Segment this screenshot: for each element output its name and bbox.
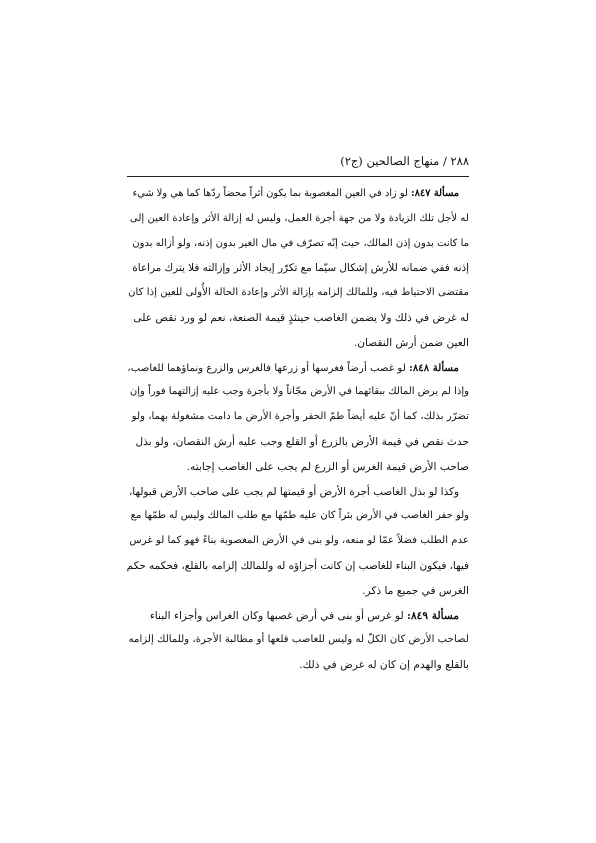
text-line — [127, 331, 469, 356]
text-line — [127, 504, 469, 529]
issue-number: مسألة ٨٤٨: — [409, 361, 459, 374]
paragraph — [127, 480, 469, 604]
text-line — [127, 628, 469, 653]
page-number: ٢٨٨ — [450, 154, 469, 168]
book-title: منهاج الصالحين (ج٢) — [340, 154, 440, 168]
line-text: العين ضمن أرش النقصان. — [353, 336, 469, 349]
text-line — [127, 455, 469, 480]
line-text: ولو حفر الغاصب في الأرض بئراً كان عليه طمّها مع طلب المالك وليس له طمّها مع — [130, 510, 469, 522]
line-text: له لأجل تلك الزيادة ولا من جهة أجرة العمل، وليس له إزالة الأثر وإعادة العين إلى — [129, 212, 469, 224]
text-line — [127, 579, 469, 604]
issue-number: مسألة ٨٤٩: — [407, 609, 459, 622]
line-text: لو غرس أو بنى في أرض غصبها وكان الغراس وأجزاء البناء — [149, 609, 404, 622]
text-line — [127, 554, 469, 579]
line-text: وكذا لو بذل الغاصب أجرة الأرض أو قيمتها لم يجب على صاحب الأرض قبولها، — [128, 485, 459, 498]
line-text: لو غصب أرضاً فغرسها أو زرعها فالغرس والزرع ونماؤهما للغاصب، — [127, 362, 406, 374]
line-text: حدث نقص في قيمة الأرض بالزرع أو القلع وجب عليه أرش النقصان، ولو بذل — [135, 435, 469, 448]
text-line — [127, 306, 469, 331]
text-line — [127, 604, 469, 629]
text-line — [127, 653, 469, 678]
line-text: لصاحب الأرض كان الكلّ له وليس للغاصب قلعها أو مطالبة الأجرة، وللمالك إلزامه — [128, 634, 469, 646]
line-text: بالقلع والهدم إن كان له غرض في ذلك. — [299, 659, 469, 672]
issue-number: مسألة ٨٤٧: — [410, 188, 459, 199]
paragraph — [127, 356, 469, 480]
header-separator: / — [442, 154, 447, 168]
text-line — [127, 182, 469, 207]
text-line — [127, 480, 469, 505]
text-line — [127, 529, 469, 554]
text-line — [127, 430, 469, 455]
header-divider — [127, 176, 469, 177]
text-line — [127, 380, 469, 405]
text-line — [127, 207, 469, 232]
line-text: مقتضى الاحتياط فيه، وللمالك إلزامه بإزالة الأثر وإعادة الحالة الأُولى للعين إذا كان — [128, 287, 469, 299]
line-text: فيها، فيكون البناء للغاصب إن كانت أجزاؤه له وللمالك إلزامه بالقلع، فحكمه حكم — [126, 559, 469, 572]
text-line — [127, 281, 469, 306]
text-line — [127, 405, 469, 430]
line-text: عدم الطلب فضلاً عمّا لو منعه، ولو بنى في الأرض المغصوبة بناءً فهو كما لو غرس — [129, 535, 469, 547]
line-text: إذنه ففي ضمانه للأرش إشكال سيّما مع تكرّر إيجاد الأثر وإزالته فلا يترك مراعاة — [132, 262, 469, 275]
text-line — [127, 232, 469, 257]
text-line — [127, 356, 469, 381]
page-header — [127, 152, 469, 170]
paragraph — [127, 604, 469, 678]
line-text: تضرّر بذلك، كما أنّ عليه أيضاً طمّ الحفر وأجرة الأرض ما دامت مشغولة بهما، ولو — [131, 411, 469, 423]
line-text: ما كانت بدون إذن المالك، حيث إنّه تصرّف في مال الغير بدون إذنه، ولو أزاله بدون — [132, 237, 469, 249]
line-text: وإذا لم يرض المالك ببقائهما في الأرض مجّاناً ولا بأجرة وجب عليه إزالتهما فوراً وإن — [129, 386, 469, 398]
line-text: لو زاد في العين المغصوبة بما يكون أثراً محضاً ردّها كما هي ولا شيء — [132, 188, 408, 199]
page-body — [127, 182, 469, 678]
line-text: له غرض في ذلك ولا يضمن الغاصب حينئذٍ قيمة الصنعة، نعم لو ورد نقص على — [133, 311, 469, 324]
line-text: الغرس في جميع ما ذكر. — [362, 584, 469, 597]
paragraph — [127, 182, 469, 356]
text-line — [127, 256, 469, 281]
line-text: صاحب الأرض قيمة الغرس أو الزرع لم يجب على الغاصب إجابته. — [186, 460, 469, 473]
